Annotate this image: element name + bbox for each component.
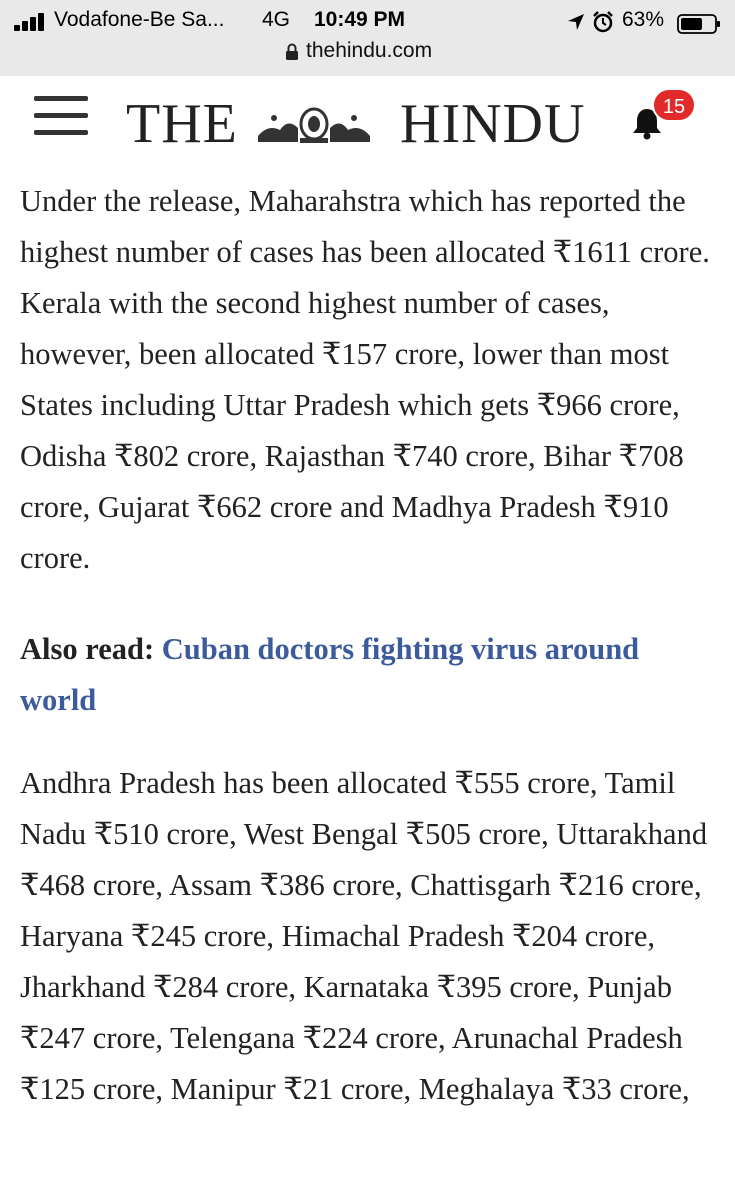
also-read [20, 624, 720, 726]
notification-count-badge: 15 [652, 88, 696, 122]
status-bar [0, 0, 735, 76]
site-header [0, 76, 735, 168]
article-body [20, 176, 720, 1115]
address-bar[interactable] [0, 38, 735, 68]
alarm-clock-icon [592, 11, 614, 33]
carrier-name: Vodafone-Be Sa... [54, 8, 225, 31]
logo-word-the: THE [126, 93, 238, 155]
logo-word-hindu: HINDU [400, 93, 586, 155]
also-read-label: Also read: [20, 632, 155, 666]
site-logo[interactable] [126, 93, 610, 155]
status-row [0, 6, 735, 36]
article-paragraph: Andhra Pradesh has been allocated ₹555 crore, Tamil Nadu ₹510 crore, West Bengal ₹505 crore, Uttarakhand ₹468 crore, Assam ₹386 crore, Chattisgarh ₹216 crore, Haryana ₹245 crore, Himachal Pradesh ₹204 crore, Jharkhand ₹284 crore, Karnataka ₹395 crore, Punjab ₹247 crore, Telengana ₹224 crore, Arunachal Pradesh ₹125 crore, Manipur ₹21 crore, Meghalaya ₹33 crore, [20, 766, 708, 1106]
url-text: thehindu.com [306, 39, 433, 62]
also-read-link[interactable]: Cuban doctors fighting virus around world [20, 632, 640, 717]
clock-time: 10:49 PM [314, 8, 406, 31]
battery-icon [677, 14, 721, 34]
battery-percentage: 63% [622, 8, 665, 31]
logo-emblem-icon [254, 102, 374, 150]
location-arrow-icon [567, 13, 585, 31]
network-type: 4G [262, 8, 291, 31]
signal-strength-icon [14, 13, 50, 31]
hamburger-menu-icon[interactable] [34, 96, 88, 136]
article-paragraph: Under the release, Maharahstra which has reported the highest number of cases has been allocated ₹1611 crore. Kerala with the second highest number of cases, however, been allocated ₹157 crore, lower than most States including Uttar Pradesh which gets ₹966 crore, Odisha ₹802 crore, Rajasthan ₹740 crore, Bihar ₹708 crore, Gujarat ₹662 crore and Madhya Pradesh ₹910 crore. [20, 184, 710, 575]
lock-icon [285, 43, 299, 61]
